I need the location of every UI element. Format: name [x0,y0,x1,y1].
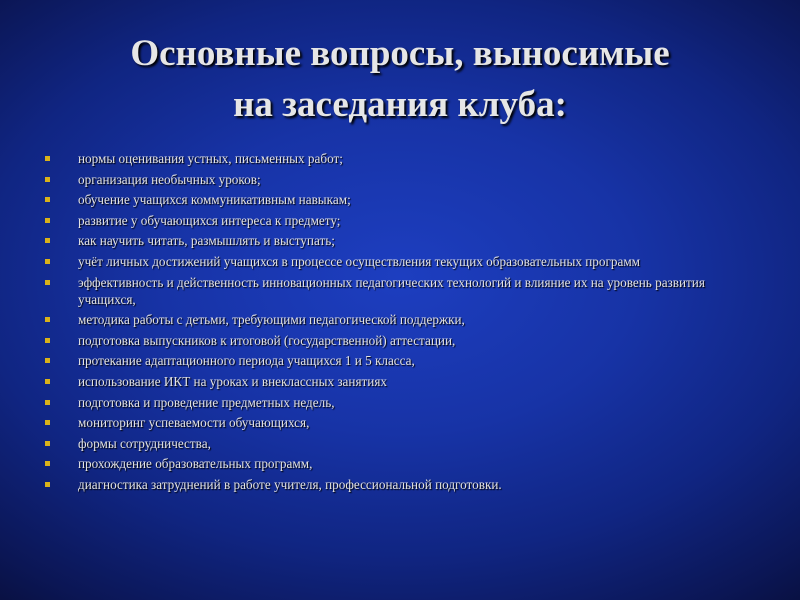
square-bullet-icon [45,358,50,363]
list-item [44,311,764,328]
list-item-text: эффективность и действенность инновационных педагогических технологий и влияние их на уровень развития учащихся, [78,274,705,307]
list-item-text: методика работы с детьми, требующими педагогической поддержки, [78,312,465,328]
list-item-text: использование ИКТ на уроках и внеклассных занятиях [78,373,388,389]
list-item-text: развитие у обучающихся интереса к предмету; [78,212,341,228]
list-item-text: нормы оценивания устных, письменных работ; [78,151,343,166]
list-item [44,476,764,493]
list-item-text: как научить читать, размышлять и выступать; [78,233,335,249]
list-item [44,455,764,472]
slide-title [0,28,800,130]
list-item [44,332,764,349]
square-bullet-icon [45,379,50,384]
list-item [44,435,764,452]
slide-title-line-2: на заседания клуба: [233,84,567,125]
square-bullet-icon [45,156,50,161]
list-item [44,253,764,270]
list-item [44,150,764,167]
list-item-text: подготовка выпускников к итоговой (государственной) аттестации, [78,332,456,348]
square-bullet-icon [45,259,50,264]
square-bullet-icon [45,177,50,182]
list-item [44,414,764,431]
list-item-text: организация необычных уроков; [78,171,261,187]
list-item-text: протекание адаптационного периода учащихся 1 и 5 класса, [78,353,415,369]
list-item [44,232,764,249]
list-item-text: формы сотрудничества, [78,435,211,451]
square-bullet-icon [45,218,50,223]
list-item [44,171,764,188]
list-item-text: прохождение образовательных программ, [78,456,313,472]
list-item [44,191,764,208]
list-item [44,274,764,308]
square-bullet-icon [45,400,50,405]
square-bullet-icon [45,482,50,487]
list-item [44,373,764,390]
list-item [44,352,764,369]
square-bullet-icon [45,197,50,202]
square-bullet-icon [45,420,50,425]
square-bullet-icon [45,280,50,285]
list-item [44,394,764,411]
topics-list [44,150,764,497]
list-item [44,212,764,229]
list-item-text: учёт личных достижений учащихся в процессе осуществления текущих образовательных программ [78,253,641,269]
list-item-text: диагностика затруднений в работе учителя, профессиональной подготовки. [78,476,502,492]
list-item-text: мониторинг успеваемости обучающихся, [78,415,310,431]
square-bullet-icon [45,238,50,243]
square-bullet-icon [45,317,50,322]
square-bullet-icon [45,441,50,446]
list-item-text: обучение учащихся коммуникативным навыкам; [78,192,351,208]
square-bullet-icon [45,338,50,343]
square-bullet-icon [45,461,50,466]
list-item-text: подготовка и проведение предметных недель, [78,394,335,410]
slide-title-line-1: Основные вопросы, выносимые [130,33,670,74]
